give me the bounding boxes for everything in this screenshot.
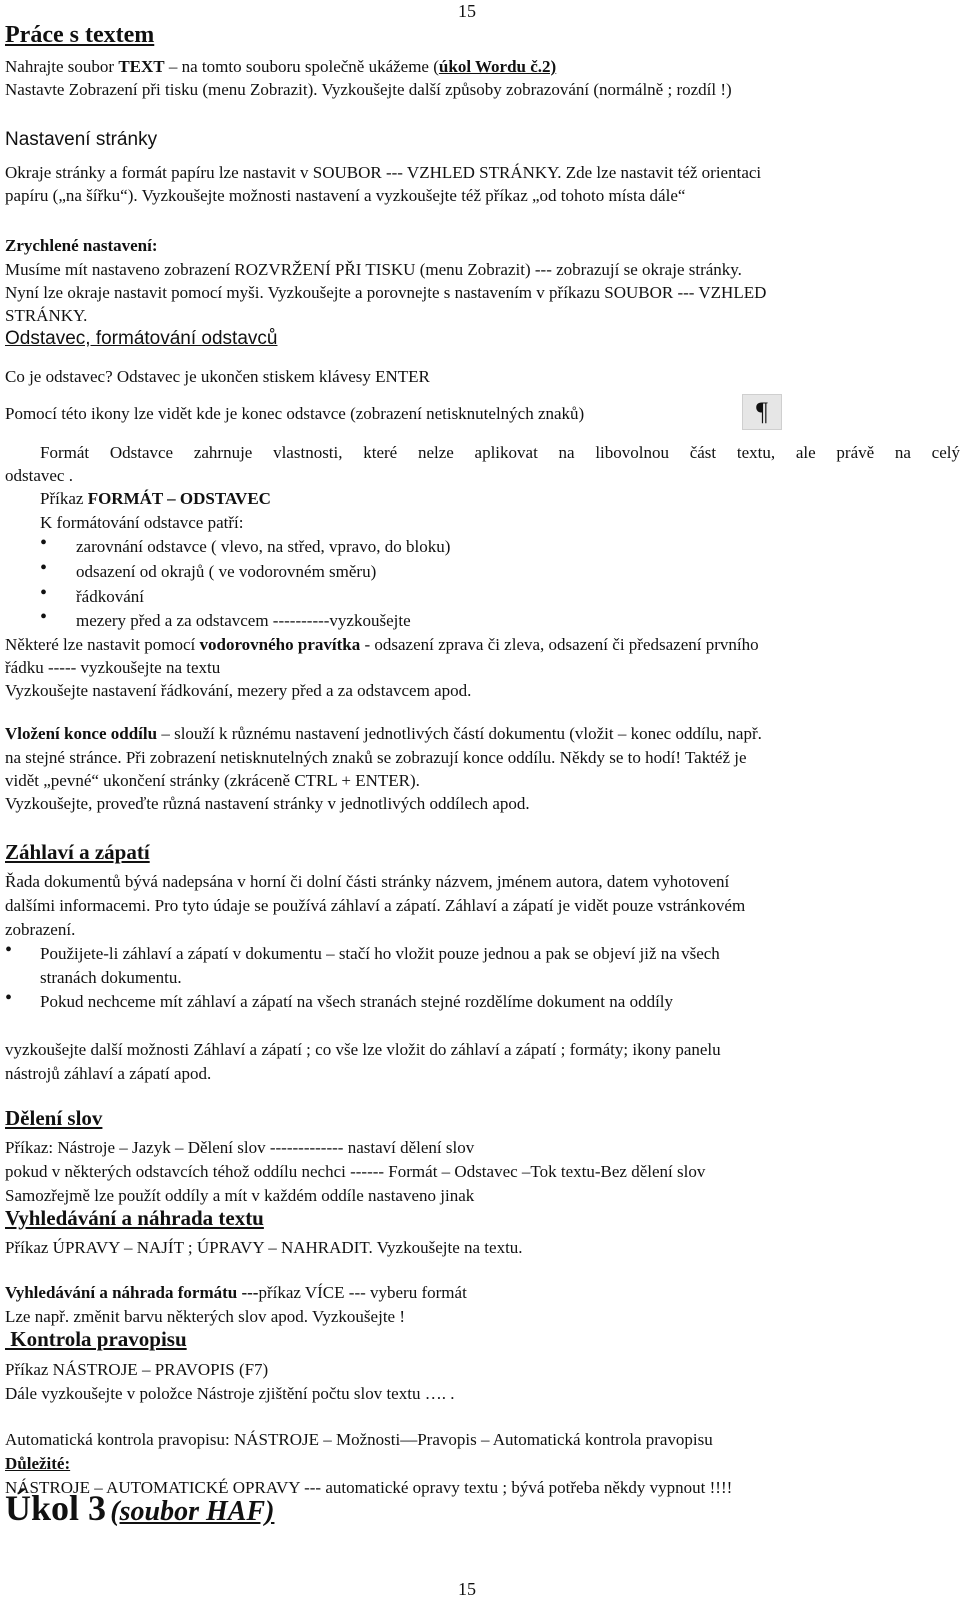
section-title-deleni-slov: Dělení slov bbox=[5, 1106, 103, 1130]
paragraph-line: Dále vyzkoušejte v položce Nástroje zjištění počtu slov textu …. . bbox=[5, 1384, 455, 1403]
text-run: příkaz VÍCE --- vyberu formát bbox=[258, 1283, 467, 1302]
paragraph-line: vidět „pevné“ ukončení stránky (zkráceně CTRL + ENTER). bbox=[5, 771, 420, 790]
list-item: zarovnání odstavce ( vlevo, na střed, vpravo, do bloku) bbox=[76, 537, 451, 556]
text-run: – na tomto souboru společně ukážeme ( bbox=[164, 57, 439, 76]
section-title-nastaveni-stranky: Nastavení stránky bbox=[5, 129, 158, 150]
paragraph-line: Příkaz ÚPRAVY – NAJÍT ; ÚPRAVY – NAHRADIT. Vyzkoušejte na textu. bbox=[5, 1238, 523, 1257]
section-title-zrychlene-nastaveni: Zrychlené nastavení: bbox=[5, 236, 158, 255]
paragraph-line bbox=[5, 633, 960, 656]
paragraph-line: Co je odstavec? Odstavec je ukončen stiskem klávesy ENTER bbox=[5, 367, 430, 386]
text-run: Příkaz bbox=[40, 489, 88, 508]
paragraph-line: Příkaz NÁSTROJE – PRAVOPIS (F7) bbox=[5, 1360, 269, 1379]
text-run-bold: vodorovného pravítka bbox=[199, 635, 361, 654]
task-title: Úkol 3 bbox=[5, 1488, 107, 1528]
page-number-top: 15 bbox=[458, 1, 476, 21]
text-run-bold: FORMÁT – ODSTAVEC bbox=[87, 489, 271, 508]
paragraph-line bbox=[40, 487, 271, 510]
list-item: Pokud nechceme mít záhlaví a zápatí na všech stranách stejné rozdělíme dokument na oddíly bbox=[40, 992, 674, 1011]
paragraph-line: Řada dokumentů bývá nadepsána v horní či dolní části stránky názvem, jménem autora, datem vyhotovení bbox=[5, 872, 730, 891]
text-run-bold: Vyhledávání a náhrada formátu --- bbox=[5, 1283, 259, 1302]
bullet-icon: • bbox=[5, 939, 13, 961]
paragraph-line: Vyzkoušejte nastavení řádkování, mezery před a za odstavcem apod. bbox=[5, 681, 472, 700]
paragraph-line: Nastavte Zobrazení při tisku (menu Zobrazit). Vyzkoušejte další způsoby zobrazování (normálně ; rozdíl !) bbox=[5, 80, 732, 99]
bullet-icon: • bbox=[40, 582, 48, 604]
paragraph-line: papíru („na šířku“). Vyzkoušejte možnosti nastavení a vyzkoušejte též příkaz „od tohoto místa dále“ bbox=[5, 186, 686, 205]
section-title-prace-s-textem: Práce s textem bbox=[5, 22, 155, 48]
paragraph-line: dalšími informacemi. Pro tyto údaje se používá záhlaví a zápatí. Záhlaví a zápatí je vidět pouze vstránkovém bbox=[5, 896, 746, 915]
text-run: Některé lze nastavit pomocí bbox=[5, 635, 200, 654]
section-title-zahlavi: Záhlaví a zápatí bbox=[5, 840, 150, 864]
paragraph-line: vyzkoušejte další možnosti Záhlaví a zápatí ; co vše lze vložit do záhlaví a zápatí ; formáty; ikony panelu bbox=[5, 1040, 721, 1059]
paragraph-line: K formátování odstavce patří: bbox=[40, 513, 244, 532]
section-title-kontrola-pravopisu: Kontrola pravopisu bbox=[5, 1327, 187, 1351]
paragraph-line: Pomocí této ikony lze vidět kde je konec odstavce (zobrazení netisknutelných znaků) bbox=[5, 404, 585, 423]
pilcrow-icon: ¶ bbox=[742, 394, 782, 430]
page-number-bottom: 15 bbox=[458, 1579, 476, 1599]
paragraph-line: Nyní lze okraje nastavit pomocí myši. Vyzkoušejte a porovnejte s nastavením v příkazu SOUBOR --- VZHLED bbox=[5, 283, 767, 302]
bullet-icon: • bbox=[40, 606, 48, 628]
section-title-odstavec: Odstavec, formátování odstavců bbox=[5, 328, 278, 349]
list-item-continuation: stranách dokumentu. bbox=[40, 968, 182, 987]
paragraph-line: nástrojů záhlaví a zápatí apod. bbox=[5, 1064, 212, 1083]
text-run-bold: TEXT bbox=[118, 57, 165, 76]
section-title-vyhledavani: Vyhledávání a náhrada textu bbox=[5, 1206, 264, 1230]
paragraph-line: Musíme mít nastaveno zobrazení ROZVRŽENÍ PŘI TISKU (menu Zobrazit) --- zobrazují se okraje stránky. bbox=[5, 260, 742, 279]
paragraph-line: Automatická kontrola pravopisu: NÁSTROJE – Možnosti—Pravopis – Automatická kontrola pravopisu bbox=[5, 1430, 713, 1449]
text-run: Nahrajte soubor bbox=[5, 57, 119, 76]
text-run: - odsazení zprava či zleva, odsazení či předsazení prvního bbox=[360, 635, 759, 654]
bullet-icon: • bbox=[5, 987, 13, 1009]
task-file: (soubor HAF) bbox=[110, 1496, 275, 1527]
paragraph-line: Samozřejmě lze použít oddíly a mít v každém oddíle nastaveno jinak bbox=[5, 1186, 475, 1205]
paragraph-line bbox=[5, 55, 960, 78]
paragraph-line: odstavec . bbox=[5, 466, 73, 485]
paragraph-line: pokud v některých odstavcích téhož oddílu nechci ------ Formát – Odstavec –Tok textu-Bez dělení slov bbox=[5, 1162, 706, 1181]
list-item: odsazení od okrajů ( ve vodorovném směru) bbox=[76, 562, 377, 581]
task-heading bbox=[5, 1488, 275, 1528]
bullet-icon: • bbox=[40, 532, 48, 554]
paragraph-line: na stejné stránce. Při zobrazení netisknutelných znaků se zobrazují konce oddílu. Někdy se to hodí! Taktéž je bbox=[5, 748, 747, 767]
bullet-icon: • bbox=[40, 557, 48, 579]
list-item: mezery před a za odstavcem ----------vyzkoušejte bbox=[76, 611, 411, 630]
paragraph-line: Příkaz: Nástroje – Jazyk – Dělení slov ------------- nastaví dělení slov bbox=[5, 1138, 475, 1157]
important-label: Důležité: bbox=[5, 1454, 71, 1473]
text-run: – slouží k různému nastavení jednotlivých částí dokumentu (vložit – konec oddílu, např. bbox=[157, 724, 762, 743]
paragraph-line: NÁSTROJE – AUTOMATICKÉ OPRAVY --- automatické opravy textu ; bývá potřeba někdy vypnout !!!! bbox=[5, 1478, 733, 1497]
paragraph-line: Vyzkoušejte, proveďte různá nastavení stránky v jednotlivých oddílech apod. bbox=[5, 794, 530, 813]
paragraph-line bbox=[5, 1281, 960, 1304]
paragraph-line: řádku ----- vyzkoušejte na textu bbox=[5, 658, 221, 677]
paragraph-line bbox=[5, 722, 960, 745]
paragraph-line: Formát Odstavce zahrnuje vlastnosti, které nelze aplikovat na libovolnou část textu, ale právě na celý bbox=[40, 443, 960, 462]
paragraph-line: Lze např. změnit barvu některých slov apod. Vyzkoušejte ! bbox=[5, 1307, 405, 1326]
text-run-bold: Vložení konce oddílu bbox=[5, 724, 158, 743]
paragraph-line: zobrazení. bbox=[5, 920, 76, 939]
paragraph-line: STRÁNKY. bbox=[5, 306, 88, 325]
list-item: Použijete-li záhlaví a zápatí v dokumentu – stačí ho vložit pouze jednou a pak se objeví již na všech bbox=[40, 944, 720, 963]
list-item: řádkování bbox=[76, 587, 144, 606]
text-run-bold-underline: úkol Wordu č.2) bbox=[438, 57, 557, 76]
paragraph-line: Okraje stránky a formát papíru lze nastavit v SOUBOR --- VZHLED STRÁNKY. Zde lze nastavit též orientaci bbox=[5, 163, 762, 182]
